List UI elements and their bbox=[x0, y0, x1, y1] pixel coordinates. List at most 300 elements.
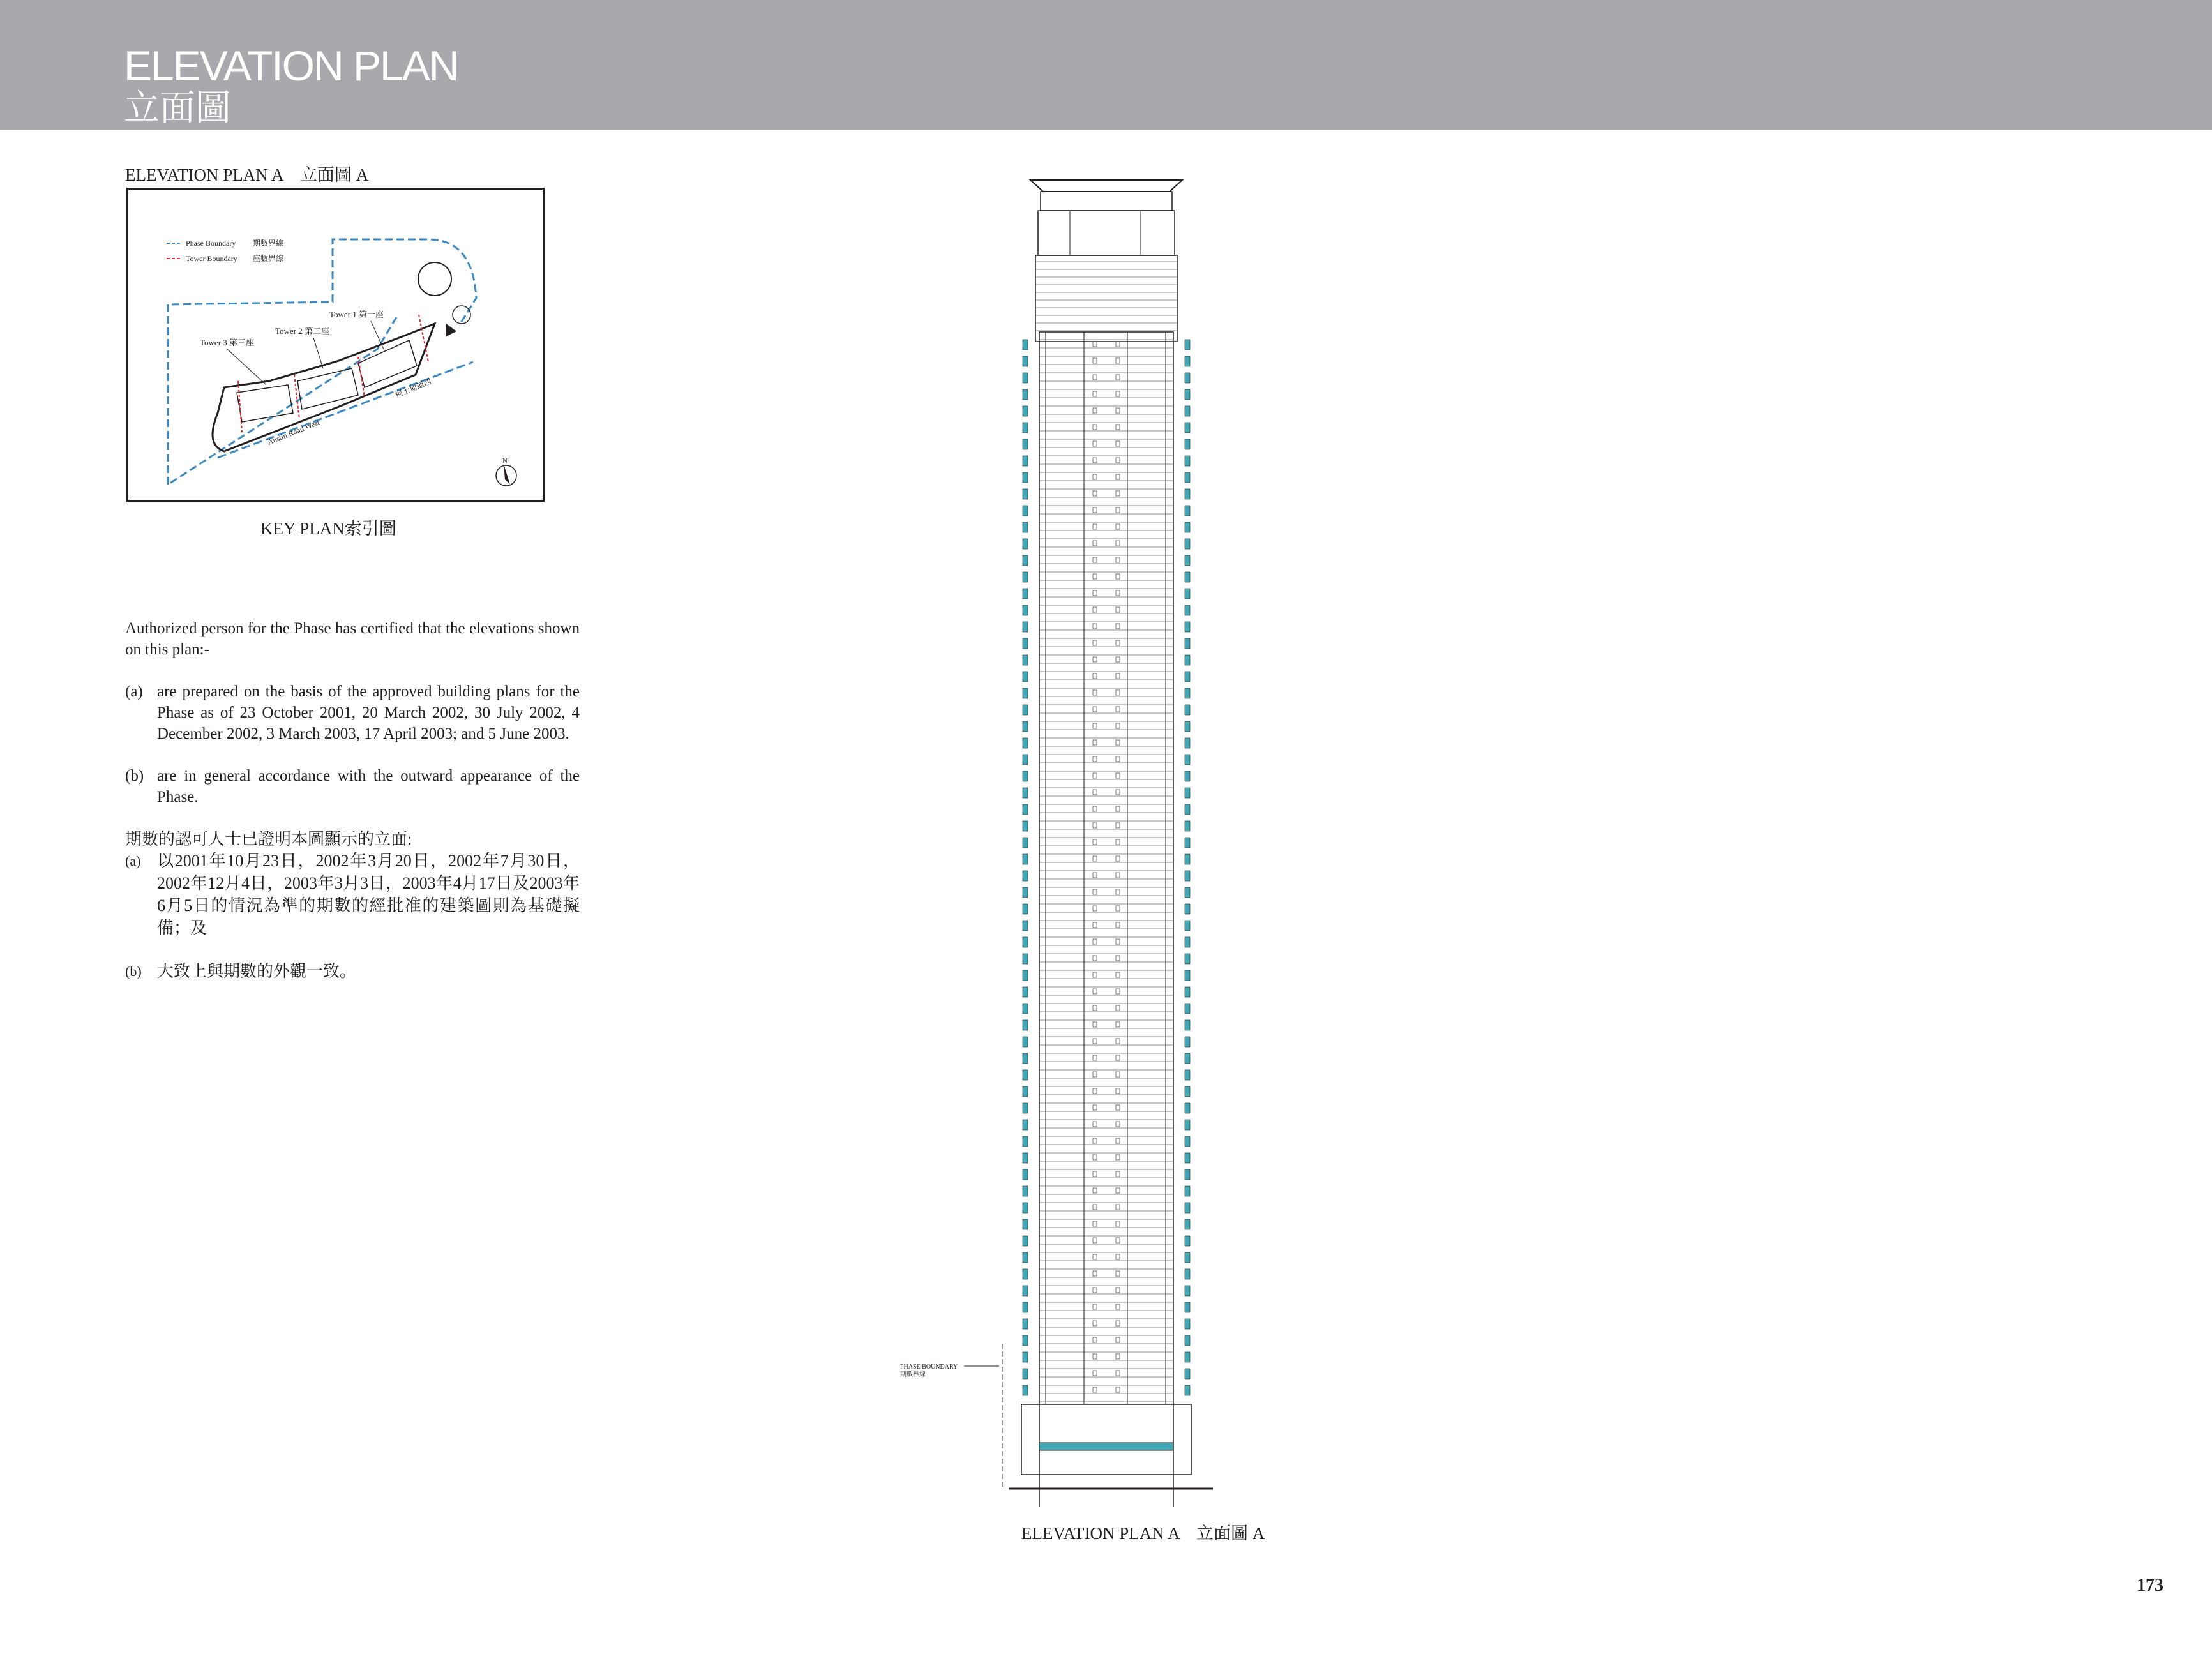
window bbox=[1116, 1371, 1120, 1376]
road-boundary bbox=[218, 362, 473, 458]
balcony-right bbox=[1185, 954, 1190, 964]
balcony-left bbox=[1023, 672, 1028, 682]
window bbox=[1093, 657, 1097, 662]
page-title: ELEVATION PLAN bbox=[124, 42, 458, 89]
window bbox=[1093, 806, 1097, 811]
balcony-right bbox=[1185, 672, 1190, 682]
window bbox=[1093, 790, 1097, 795]
window bbox=[1093, 408, 1097, 413]
tower-3-leader bbox=[227, 349, 266, 384]
balcony-left bbox=[1023, 373, 1028, 383]
balcony-right bbox=[1185, 937, 1190, 947]
window bbox=[1093, 756, 1097, 762]
window bbox=[1116, 441, 1120, 446]
balcony-right bbox=[1185, 423, 1190, 433]
window bbox=[1116, 1304, 1120, 1309]
balcony-right bbox=[1185, 721, 1190, 732]
window bbox=[1093, 972, 1097, 977]
window bbox=[1116, 723, 1120, 728]
balcony-left bbox=[1023, 1352, 1028, 1362]
podium bbox=[1021, 1404, 1191, 1475]
section-label: ELEVATION PLAN A 立面圖 A bbox=[125, 165, 369, 184]
window bbox=[1116, 358, 1120, 363]
balcony-right bbox=[1185, 1070, 1190, 1080]
balcony-right bbox=[1185, 1153, 1190, 1163]
window bbox=[1116, 1022, 1120, 1027]
window-bays bbox=[1023, 332, 1190, 1404]
tower-1-outline bbox=[358, 340, 417, 387]
balcony-right bbox=[1185, 821, 1190, 831]
balcony-left bbox=[1023, 389, 1028, 400]
balcony-left bbox=[1023, 622, 1028, 632]
balcony-right bbox=[1185, 705, 1190, 715]
window bbox=[1116, 1387, 1120, 1392]
balcony-right bbox=[1185, 804, 1190, 815]
view-arrow-icon bbox=[446, 324, 456, 336]
window bbox=[1116, 491, 1120, 496]
balcony-left bbox=[1023, 423, 1028, 433]
balcony-right bbox=[1185, 373, 1190, 383]
elevation-caption: ELEVATION PLAN A 立面圖 A bbox=[1021, 1524, 1265, 1543]
window bbox=[1093, 906, 1097, 911]
window bbox=[1116, 624, 1120, 629]
window bbox=[1093, 1138, 1097, 1143]
window bbox=[1093, 1072, 1097, 1077]
north-arrow-needle bbox=[504, 464, 510, 485]
window bbox=[1116, 590, 1120, 596]
balcony-right bbox=[1185, 904, 1190, 914]
window bbox=[1093, 1055, 1097, 1060]
window bbox=[1093, 1288, 1097, 1293]
balcony-right bbox=[1185, 406, 1190, 416]
balcony-right bbox=[1185, 871, 1190, 881]
window bbox=[1093, 673, 1097, 679]
window bbox=[1116, 342, 1120, 347]
window bbox=[1116, 989, 1120, 994]
balcony-right bbox=[1185, 489, 1190, 499]
window bbox=[1116, 391, 1120, 396]
window bbox=[1116, 756, 1120, 762]
window bbox=[1116, 823, 1120, 828]
window bbox=[1116, 507, 1120, 513]
balcony-right bbox=[1185, 854, 1190, 864]
window bbox=[1116, 640, 1120, 645]
window bbox=[1093, 1238, 1097, 1243]
balcony-left bbox=[1023, 605, 1028, 615]
tower-boundary-1 bbox=[358, 357, 365, 397]
window bbox=[1093, 1387, 1097, 1392]
window bbox=[1116, 607, 1120, 612]
window bbox=[1116, 557, 1120, 562]
balcony-right bbox=[1185, 622, 1190, 632]
window bbox=[1093, 1271, 1097, 1276]
tower-1-label: Tower 1 第一座 bbox=[329, 310, 384, 319]
page-subtitle: 立面圖 bbox=[124, 87, 231, 129]
roof-core bbox=[1070, 211, 1140, 255]
window bbox=[1116, 1321, 1120, 1326]
balcony-right bbox=[1185, 539, 1190, 549]
balcony-left bbox=[1023, 1153, 1028, 1163]
balcony-right bbox=[1185, 655, 1190, 665]
cert-text: are prepared on the basis of the approved building plans for the Phase as of 23 October 2001, 20 March 2002, 30 July 2002, 4 December 2002, 3 March 2003, 17 April 2003; and 5 June 2003. bbox=[157, 683, 580, 742]
window bbox=[1093, 607, 1097, 612]
balcony-left bbox=[1023, 954, 1028, 964]
balcony-right bbox=[1185, 987, 1190, 997]
key-plan bbox=[126, 188, 545, 502]
window bbox=[1093, 1039, 1097, 1044]
balcony-left bbox=[1023, 406, 1028, 416]
window bbox=[1116, 657, 1120, 662]
window bbox=[1093, 425, 1097, 430]
balcony-left bbox=[1023, 1369, 1028, 1379]
balcony-left bbox=[1023, 356, 1028, 366]
window bbox=[1116, 673, 1120, 679]
window bbox=[1116, 790, 1120, 795]
phase-boundary-label bbox=[900, 1364, 958, 1379]
window bbox=[1093, 740, 1097, 745]
window bbox=[1116, 1088, 1120, 1094]
window bbox=[1093, 541, 1097, 546]
window bbox=[1093, 1171, 1097, 1177]
window bbox=[1093, 474, 1097, 479]
balcony-left bbox=[1023, 1286, 1028, 1296]
window bbox=[1093, 557, 1097, 562]
window bbox=[1093, 375, 1097, 380]
cert-text: 以2001年10月23日，2002年3月20日，2002年7月30日，2002年12月4日，2003年3月3日，2003年4月17日及2003年6月5日的情況為準的期數的經批准的建築圖則為基礎擬備；及 bbox=[157, 852, 580, 937]
window bbox=[1116, 972, 1120, 977]
balcony-left bbox=[1023, 572, 1028, 582]
balcony-left bbox=[1023, 1053, 1028, 1064]
window bbox=[1116, 939, 1120, 944]
cert-item-b-en bbox=[125, 765, 580, 808]
window bbox=[1116, 1254, 1120, 1259]
balcony-right bbox=[1185, 1020, 1190, 1030]
window bbox=[1116, 873, 1120, 878]
balcony-left bbox=[1023, 522, 1028, 532]
balcony-right bbox=[1185, 970, 1190, 981]
tower-3-outline bbox=[237, 385, 293, 422]
balcony-left bbox=[1023, 987, 1028, 997]
window bbox=[1116, 1171, 1120, 1177]
window bbox=[1116, 1188, 1120, 1193]
window bbox=[1116, 889, 1120, 894]
balcony-right bbox=[1185, 688, 1190, 698]
upper-body bbox=[1035, 255, 1177, 342]
window bbox=[1093, 640, 1097, 645]
balcony-left bbox=[1023, 904, 1028, 914]
window bbox=[1093, 956, 1097, 961]
window bbox=[1116, 524, 1120, 529]
legend-phase-en: Phase Boundary bbox=[186, 239, 236, 248]
balcony-right bbox=[1185, 589, 1190, 599]
window bbox=[1116, 906, 1120, 911]
balcony-left bbox=[1023, 937, 1028, 947]
balcony-left bbox=[1023, 1252, 1028, 1263]
balcony-right bbox=[1185, 1037, 1190, 1047]
balcony-left bbox=[1023, 472, 1028, 483]
window bbox=[1116, 1105, 1120, 1110]
window bbox=[1093, 458, 1097, 463]
balcony-left bbox=[1023, 1136, 1028, 1147]
window bbox=[1093, 889, 1097, 894]
window bbox=[1116, 1055, 1120, 1060]
legend-tower-en: Tower Boundary bbox=[186, 254, 237, 263]
north-label: N bbox=[502, 457, 508, 465]
balcony-left bbox=[1023, 340, 1028, 350]
balcony-left bbox=[1023, 506, 1028, 516]
cert-mark: (b) bbox=[125, 963, 142, 979]
balcony-left bbox=[1023, 705, 1028, 715]
window bbox=[1093, 989, 1097, 994]
window bbox=[1093, 1105, 1097, 1110]
cert-item-a-zh bbox=[125, 850, 580, 939]
window bbox=[1093, 1371, 1097, 1376]
balcony-left bbox=[1023, 887, 1028, 898]
balcony-right bbox=[1185, 1385, 1190, 1395]
key-plan-caption: KEY PLAN索引圖 bbox=[260, 519, 396, 538]
tower-2-leader bbox=[313, 338, 323, 368]
tower-boundary-2 bbox=[294, 375, 299, 419]
cert-mark: (b) bbox=[125, 767, 144, 785]
window bbox=[1116, 1005, 1120, 1011]
phase-boundary-zh: 期數界線 bbox=[900, 1371, 926, 1378]
balcony-right bbox=[1185, 1352, 1190, 1362]
balcony-right bbox=[1185, 1086, 1190, 1097]
window bbox=[1116, 1354, 1120, 1359]
window bbox=[1116, 740, 1120, 745]
legend-phase-zh: 期數界線 bbox=[253, 239, 284, 248]
balcony-left bbox=[1023, 771, 1028, 781]
balcony-left bbox=[1023, 1203, 1028, 1213]
balcony-right bbox=[1185, 555, 1190, 566]
balcony-right bbox=[1185, 755, 1190, 765]
window bbox=[1116, 922, 1120, 928]
window bbox=[1093, 624, 1097, 629]
balcony-left bbox=[1023, 755, 1028, 765]
cert-text: are in general accordance with the outward appearance of the Phase. bbox=[157, 767, 580, 806]
window bbox=[1116, 1122, 1120, 1127]
window bbox=[1093, 873, 1097, 878]
window bbox=[1093, 823, 1097, 828]
balcony-left bbox=[1023, 489, 1028, 499]
balcony-right bbox=[1185, 1136, 1190, 1147]
window bbox=[1093, 1205, 1097, 1210]
balcony-right bbox=[1185, 738, 1190, 748]
balcony-right bbox=[1185, 1335, 1190, 1346]
balcony-left bbox=[1023, 1236, 1028, 1246]
balcony-right bbox=[1185, 439, 1190, 449]
balcony-left bbox=[1023, 1086, 1028, 1097]
balcony-left bbox=[1023, 439, 1028, 449]
window bbox=[1116, 458, 1120, 463]
window bbox=[1116, 1238, 1120, 1243]
window bbox=[1093, 391, 1097, 396]
tower-1-leader bbox=[371, 321, 384, 349]
tower-boundary-3 bbox=[238, 381, 242, 432]
balcony-left bbox=[1023, 555, 1028, 566]
cert-intro-en: Authorized person for the Phase has certified that the elevations shown on this plan:- bbox=[125, 620, 580, 658]
balcony-left bbox=[1023, 804, 1028, 815]
window bbox=[1093, 1088, 1097, 1094]
window bbox=[1116, 574, 1120, 579]
key-plan-drawing bbox=[128, 190, 543, 500]
balcony-right bbox=[1185, 1219, 1190, 1229]
balcony-left bbox=[1023, 1186, 1028, 1196]
site-circle bbox=[418, 262, 451, 296]
phase-boundary-en: PHASE BOUNDARY bbox=[900, 1364, 958, 1371]
roof-crown bbox=[1030, 180, 1182, 192]
balcony-right bbox=[1185, 472, 1190, 483]
balcony-left bbox=[1023, 1020, 1028, 1030]
window bbox=[1116, 690, 1120, 695]
road-label-zh: 柯士甸道西 bbox=[393, 377, 433, 400]
window bbox=[1116, 773, 1120, 778]
cert-item-b-zh bbox=[125, 960, 580, 982]
balcony-right bbox=[1185, 1319, 1190, 1329]
window bbox=[1116, 474, 1120, 479]
balcony-right bbox=[1185, 340, 1190, 350]
balcony-left bbox=[1023, 738, 1028, 748]
balcony-right bbox=[1185, 1103, 1190, 1113]
balcony-left bbox=[1023, 1169, 1028, 1180]
window bbox=[1116, 1221, 1120, 1226]
balcony-left bbox=[1023, 1070, 1028, 1080]
window bbox=[1116, 707, 1120, 712]
balcony-left bbox=[1023, 688, 1028, 698]
window bbox=[1116, 1039, 1120, 1044]
balcony-left bbox=[1023, 638, 1028, 649]
balcony-left bbox=[1023, 1302, 1028, 1312]
balcony-left bbox=[1023, 1004, 1028, 1014]
balcony-right bbox=[1185, 1203, 1190, 1213]
window bbox=[1116, 1205, 1120, 1210]
tower-3-label: Tower 3 第三座 bbox=[200, 338, 255, 347]
window bbox=[1093, 723, 1097, 728]
balcony-right bbox=[1185, 1286, 1190, 1296]
window bbox=[1093, 1221, 1097, 1226]
window bbox=[1093, 839, 1097, 845]
balcony-right bbox=[1185, 1252, 1190, 1263]
balcony-right bbox=[1185, 887, 1190, 898]
window bbox=[1116, 1288, 1120, 1293]
tower-2-label: Tower 2 第二座 bbox=[275, 326, 330, 336]
window bbox=[1093, 690, 1097, 695]
window bbox=[1093, 856, 1097, 861]
balcony-right bbox=[1185, 788, 1190, 798]
balcony-left bbox=[1023, 655, 1028, 665]
balcony-left bbox=[1023, 539, 1028, 549]
balcony-left bbox=[1023, 1385, 1028, 1395]
balcony-left bbox=[1023, 821, 1028, 831]
balcony-left bbox=[1023, 970, 1028, 981]
balcony-left bbox=[1023, 721, 1028, 732]
cert-text: 大致上與期數的外觀一致。 bbox=[157, 962, 357, 981]
roof-top-block bbox=[1038, 211, 1175, 255]
balcony-left bbox=[1023, 1319, 1028, 1329]
roof-parapet bbox=[1041, 192, 1172, 211]
balcony-right bbox=[1185, 771, 1190, 781]
balcony-left bbox=[1023, 788, 1028, 798]
window bbox=[1116, 839, 1120, 845]
balcony-right bbox=[1185, 638, 1190, 649]
balcony-right bbox=[1185, 1120, 1190, 1130]
window bbox=[1093, 342, 1097, 347]
balcony-left bbox=[1023, 589, 1028, 599]
window bbox=[1093, 1354, 1097, 1359]
balcony-right bbox=[1185, 1302, 1190, 1312]
balcony-right bbox=[1185, 356, 1190, 366]
balcony-right bbox=[1185, 1236, 1190, 1246]
balcony-left bbox=[1023, 1269, 1028, 1279]
balcony-left bbox=[1023, 854, 1028, 864]
window bbox=[1116, 1155, 1120, 1160]
window bbox=[1093, 491, 1097, 496]
phase-boundary bbox=[168, 239, 476, 485]
balcony-left bbox=[1023, 1103, 1028, 1113]
balcony-right bbox=[1185, 506, 1190, 516]
window bbox=[1093, 1254, 1097, 1259]
window bbox=[1093, 358, 1097, 363]
balcony-right bbox=[1185, 1369, 1190, 1379]
floor-lines bbox=[1035, 262, 1177, 1402]
window bbox=[1093, 922, 1097, 928]
balcony-right bbox=[1185, 1269, 1190, 1279]
balcony-right bbox=[1185, 605, 1190, 615]
road-label-en: Austin Road West bbox=[266, 417, 321, 447]
window bbox=[1093, 574, 1097, 579]
certification-text bbox=[125, 618, 580, 1004]
window bbox=[1093, 1188, 1097, 1193]
legend-tower-zh: 座數界線 bbox=[253, 254, 284, 263]
balcony-left bbox=[1023, 838, 1028, 848]
window bbox=[1093, 507, 1097, 513]
balcony-right bbox=[1185, 572, 1190, 582]
balcony-right bbox=[1185, 1186, 1190, 1196]
window bbox=[1093, 1337, 1097, 1342]
window bbox=[1116, 408, 1120, 413]
window bbox=[1093, 707, 1097, 712]
window bbox=[1116, 1072, 1120, 1077]
cert-mark: (a) bbox=[125, 853, 141, 869]
elevation-drawing bbox=[881, 172, 1238, 1507]
window bbox=[1116, 541, 1120, 546]
cert-item-a-en bbox=[125, 681, 580, 744]
balcony-right bbox=[1185, 1004, 1190, 1014]
window bbox=[1093, 1005, 1097, 1011]
balcony-right bbox=[1185, 1053, 1190, 1064]
balcony-right bbox=[1185, 921, 1190, 931]
cert-intro-zh: 期數的認可人士已證明本圖顯示的立面: bbox=[125, 830, 412, 848]
balcony-left bbox=[1023, 1120, 1028, 1130]
window bbox=[1093, 441, 1097, 446]
balcony-left bbox=[1023, 1335, 1028, 1346]
window bbox=[1116, 856, 1120, 861]
window bbox=[1093, 1122, 1097, 1127]
window bbox=[1116, 956, 1120, 961]
main-shaft bbox=[1039, 332, 1173, 1507]
balcony-right bbox=[1185, 838, 1190, 848]
balcony-right bbox=[1185, 522, 1190, 532]
balcony-left bbox=[1023, 871, 1028, 881]
cert-mark: (a) bbox=[125, 683, 143, 700]
window bbox=[1116, 1271, 1120, 1276]
window bbox=[1093, 773, 1097, 778]
window bbox=[1093, 1321, 1097, 1326]
balcony-right bbox=[1185, 1169, 1190, 1180]
window bbox=[1093, 1022, 1097, 1027]
window bbox=[1116, 375, 1120, 380]
window bbox=[1093, 590, 1097, 596]
